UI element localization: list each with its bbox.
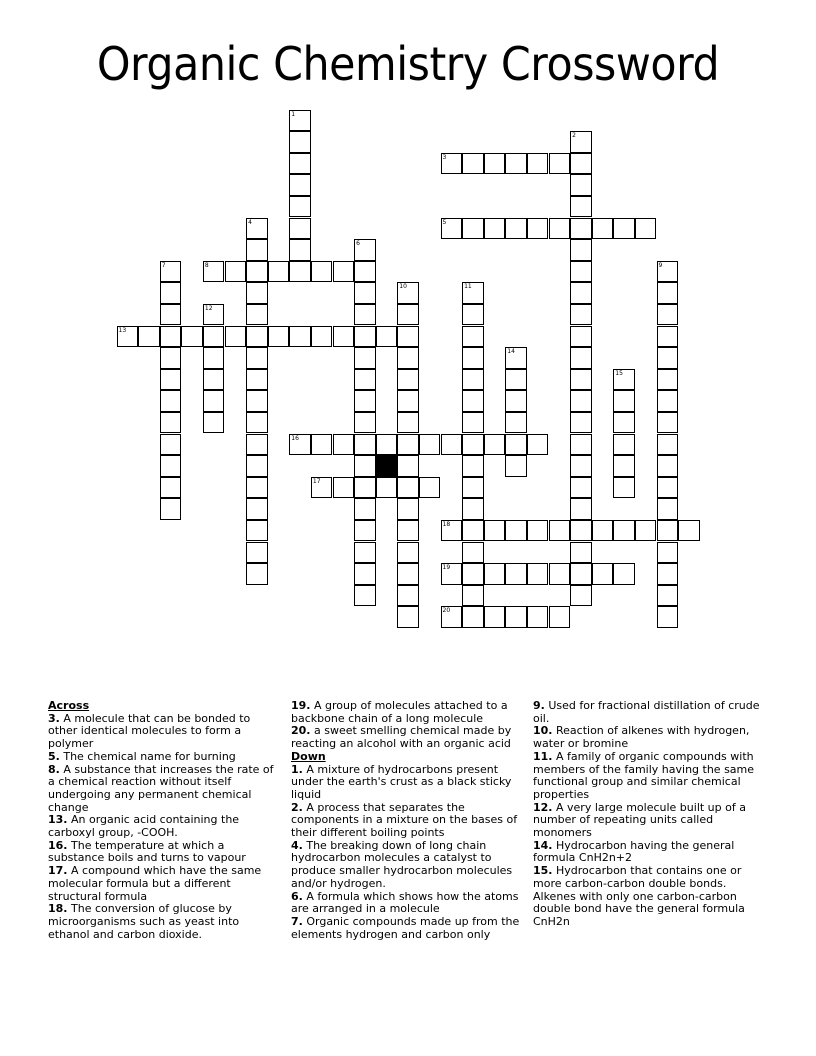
grid-cell[interactable] [333,434,355,456]
grid-cell[interactable] [505,520,527,542]
grid-cell[interactable] [657,434,679,456]
grid-cell[interactable] [441,153,463,175]
grid-cell[interactable] [160,455,182,477]
grid-cell[interactable] [657,542,679,564]
grid-cell[interactable] [354,369,376,391]
clue-down-12: 12. A very large molecule built up of a number of repeating units called monomers [533,800,746,840]
grid-cell[interactable] [354,585,376,607]
grid-cell[interactable] [505,153,527,175]
grid-cell[interactable] [354,282,376,304]
grid-cell[interactable] [160,390,182,412]
grid-cell[interactable] [462,455,484,477]
grid-cell[interactable] [354,520,376,542]
grid-cell[interactable] [397,542,419,564]
grid-cell[interactable] [462,542,484,564]
grid-cell[interactable] [333,326,355,348]
black-cell [376,455,398,477]
grid-cell[interactable] [657,369,679,391]
grid-cell[interactable] [289,239,311,261]
grid-cell[interactable] [246,542,268,564]
clue-number: 11 [464,283,472,291]
grid-cell[interactable] [657,585,679,607]
grid-cell[interactable] [462,369,484,391]
grid-cell[interactable] [397,412,419,434]
grid-cell[interactable] [613,369,635,391]
clues-column-2 [291,700,527,941]
grid-cell[interactable] [484,606,506,628]
grid-cell[interactable] [397,498,419,520]
grid-cell[interactable] [505,369,527,391]
grid-cell[interactable] [181,326,203,348]
grid-cell[interactable] [505,390,527,412]
grid-cell[interactable] [289,434,311,456]
clue-number: 19 [442,564,451,572]
down-heading: Down [291,749,326,763]
clue-down-11: 11. A family of organic compounds with members of the family having the same functional group and similar chemical properties [533,749,755,801]
grid-cell[interactable] [462,304,484,326]
grid-cell[interactable] [354,455,376,477]
clue-down-15: 15. Hydrocarbon that contains one or more carbon-carbon double bonds. Alkenes with only one carbon-carbon double bond have the general formula CnH2n [533,864,745,928]
grid-cell[interactable] [354,326,376,348]
grid-cell[interactable] [397,304,419,326]
grid-cell[interactable] [549,563,571,585]
grid-cell[interactable] [505,606,527,628]
grid-cell[interactable] [160,477,182,499]
clues-column-1 [48,700,280,941]
clue-number: 17 [312,477,321,485]
grid-cell[interactable] [592,563,614,585]
grid-cell[interactable] [354,563,376,585]
grid-cell[interactable] [484,218,506,240]
grid-cell[interactable] [203,304,225,326]
grid-cell[interactable] [397,434,419,456]
grid-cell[interactable] [505,218,527,240]
grid-cell[interactable] [268,261,290,283]
grid-cell[interactable] [354,412,376,434]
clue-down-10: 10. Reaction of alkenes with hydrogen, water or bromine [533,724,750,751]
grid-cell[interactable] [657,412,679,434]
clue-number: 14 [507,348,515,356]
grid-cell[interactable] [570,369,592,391]
grid-cell[interactable] [246,347,268,369]
grid-cell[interactable] [570,347,592,369]
grid-cell[interactable] [549,520,571,542]
grid-cell[interactable] [397,390,419,412]
grid-cell[interactable] [570,434,592,456]
grid-cell[interactable] [397,282,419,304]
grid-cell[interactable] [505,347,527,369]
grid-cell[interactable] [203,390,225,412]
clue-number: 9 [658,261,663,269]
grid-cell[interactable] [657,261,679,283]
grid-cell[interactable] [246,563,268,585]
grid-cell[interactable] [160,304,182,326]
grid-cell[interactable] [549,218,571,240]
page-title: Organic Chemistry Crossword [96,37,720,91]
grid-cell[interactable] [441,606,463,628]
grid-cell[interactable] [289,261,311,283]
grid-cell[interactable] [160,326,182,348]
clues-column-3 [533,700,769,929]
grid-cell[interactable] [354,304,376,326]
grid-cell[interactable] [246,520,268,542]
clue-number: 16 [291,434,299,442]
grid-cell[interactable] [397,477,419,499]
grid-cell[interactable] [570,563,592,585]
clue-across-20: 20. a sweet smelling chemical made by reacting an alcohol with an organic acid [291,724,512,751]
grid-cell[interactable] [441,218,463,240]
grid-cell[interactable] [570,412,592,434]
grid-cell[interactable] [657,390,679,412]
grid-cell[interactable] [462,585,484,607]
grid-cell[interactable] [203,369,225,391]
grid-cell[interactable] [505,563,527,585]
grid-cell[interactable] [570,239,592,261]
grid-cell[interactable] [203,261,225,283]
grid-cell[interactable] [657,563,679,585]
grid-cell[interactable] [570,477,592,499]
clue-across-3: 3. A molecule that can be bonded to other identical molecules to form a polymer [48,711,251,751]
grid-cell[interactable] [376,477,398,499]
grid-cell[interactable] [462,326,484,348]
grid-cell[interactable] [203,326,225,348]
grid-cell[interactable] [613,434,635,456]
clue-down-4: 4. The breaking down of long chain hydrocarbon molecules a catalyst to produce smaller hydrocarbon molecules and/or hydrogen. [291,838,513,890]
grid-cell[interactable] [117,326,139,348]
clue-number: 6 [356,240,360,248]
grid-cell[interactable] [657,498,679,520]
grid-cell[interactable] [613,412,635,434]
clue-across-13: 13. An organic acid containing the carboxyl group, -COOH. [48,813,240,840]
clue-number: 12 [204,304,213,312]
grid-cell[interactable] [613,477,635,499]
grid-cell[interactable] [311,261,333,283]
grid-cell[interactable] [462,282,484,304]
clue-down-7: 7. Organic compounds made up from the elements hydrogen and carbon only [291,914,520,941]
grid-cell[interactable] [311,326,333,348]
grid-cell[interactable] [246,218,268,240]
grid-cell[interactable] [570,218,592,240]
grid-cell[interactable] [376,326,398,348]
clue-down-9: 9. Used for fractional distillation of crude oil. [533,699,760,725]
clue-down-6: 6. A formula which shows how the atoms are arranged in a molecule [291,889,519,916]
grid-cell[interactable] [354,498,376,520]
grid-cell[interactable] [160,498,182,520]
grid-cell[interactable] [505,455,527,477]
grid-cell[interactable] [311,477,333,499]
clue-number: 5 [442,218,447,226]
clue-down-14: 14. Hydrocarbon having the general formula CnH2n+2 [533,838,735,865]
grid-cell[interactable] [592,218,614,240]
grid-cell[interactable] [354,239,376,261]
clue-across-19: 19. A group of molecules attached to a backbone chain of a long molecule [291,699,508,725]
grid-cell[interactable] [657,282,679,304]
clue-number: 4 [248,218,252,226]
grid-cell[interactable] [570,304,592,326]
grid-cell[interactable] [246,498,268,520]
grid-cell[interactable] [354,542,376,564]
clue-down-1: 1. A mixture of hydrocarbons present under the earth's crust as a black sticky liquid [291,762,512,801]
grid-cell[interactable] [246,455,268,477]
clue-number: 3 [442,153,447,161]
grid-cell[interactable] [311,434,333,456]
grid-cell[interactable] [160,434,182,456]
grid-cell[interactable] [462,412,484,434]
clue-across-8: 8. A substance that increases the rate of a chemical reaction without itself undergoing any permanent chemical change [48,762,274,814]
grid-cell[interactable] [246,477,268,499]
grid-cell[interactable] [246,434,268,456]
grid-cell[interactable] [289,110,311,132]
grid-cell[interactable] [397,347,419,369]
grid-cell[interactable] [354,434,376,456]
clue-number: 8 [204,261,209,269]
grid-cell[interactable] [505,412,527,434]
grid-cell[interactable] [246,261,268,283]
grid-cell[interactable] [441,520,463,542]
grid-cell[interactable] [549,606,571,628]
grid-cell[interactable] [289,174,311,196]
grid-cell[interactable] [289,326,311,348]
grid-cell[interactable] [289,196,311,218]
grid-cell[interactable] [570,520,592,542]
grid-cell[interactable] [462,434,484,456]
grid-cell[interactable] [657,477,679,499]
grid-cell[interactable] [462,153,484,175]
clue-across-18: 18. The conversion of glucose by microorganisms such as yeast into ethanol and carbon dioxide. [48,902,240,941]
across-heading: Across [48,699,90,712]
grid-cell[interactable] [225,261,247,283]
grid-cell[interactable] [419,477,441,499]
grid-cell[interactable] [570,542,592,564]
grid-cell[interactable] [246,369,268,391]
grid-cell[interactable] [441,563,463,585]
grid-cell[interactable] [570,326,592,348]
grid-cell[interactable] [570,585,592,607]
grid-cell[interactable] [527,606,549,628]
clue-number: 18 [442,520,451,528]
grid-cell[interactable] [419,434,441,456]
grid-cell[interactable] [657,304,679,326]
grid-cell[interactable] [397,369,419,391]
grid-cell[interactable] [397,455,419,477]
grid-cell[interactable] [613,218,635,240]
grid-cell[interactable] [613,520,635,542]
grid-cell[interactable] [657,347,679,369]
grid-cell[interactable] [289,153,311,175]
grid-cell[interactable] [397,585,419,607]
grid-cell[interactable] [505,434,527,456]
grid-cell[interactable] [246,282,268,304]
grid-cell[interactable] [527,520,549,542]
grid-cell[interactable] [397,326,419,348]
grid-cell[interactable] [570,390,592,412]
clue-across-16: 16. The temperature at which a substance boils and turns to vapour [48,838,246,865]
grid-cell[interactable] [225,326,247,348]
grid-cell[interactable] [376,434,398,456]
grid-cell[interactable] [657,520,679,542]
grid-cell[interactable] [246,412,268,434]
grid-cell[interactable] [160,412,182,434]
clue-number: 2 [572,132,576,140]
grid-cell[interactable] [613,455,635,477]
grid-cell[interactable] [527,563,549,585]
grid-cell[interactable] [203,347,225,369]
grid-cell[interactable] [397,563,419,585]
grid-cell[interactable] [527,434,549,456]
grid-cell[interactable] [484,563,506,585]
grid-cell[interactable] [160,347,182,369]
grid-cell[interactable] [333,261,355,283]
grid-cell[interactable] [613,390,635,412]
grid-cell[interactable] [397,606,419,628]
clue-number: 20 [442,607,451,615]
grid-cell[interactable] [570,153,592,175]
grid-cell[interactable] [268,326,290,348]
clue-number: 15 [615,369,623,377]
grid-cell[interactable] [333,477,355,499]
grid-cell[interactable] [570,131,592,153]
grid-cell[interactable] [289,218,311,240]
grid-cell[interactable] [354,390,376,412]
grid-cell[interactable] [354,477,376,499]
grid-cell[interactable] [484,434,506,456]
grid-cell[interactable] [570,261,592,283]
clue-number: 7 [161,261,166,269]
grid-cell[interactable] [397,520,419,542]
clue-number: 1 [291,110,296,118]
grid-cell[interactable] [484,153,506,175]
clue-across-17: 17. A compound which have the same molecular formula but a different structural formula [48,864,262,903]
grid-cell[interactable] [635,218,657,240]
grid-cell[interactable] [246,304,268,326]
grid-cell[interactable] [462,390,484,412]
grid-cell[interactable] [570,174,592,196]
clue-down-2: 2. A process that separates the components in a mixture on the bases of their different boiling points [291,800,518,840]
clue-across-5: 5. The chemical name for burning [48,749,236,763]
clue-number: 13 [118,326,127,334]
grid-cell[interactable] [549,153,571,175]
grid-cell[interactable] [462,477,484,499]
grid-cell[interactable] [289,131,311,153]
grid-cell[interactable] [246,239,268,261]
grid-cell[interactable] [462,498,484,520]
grid-cell[interactable] [160,369,182,391]
grid-cell[interactable] [635,520,657,542]
grid-cell[interactable] [462,347,484,369]
grid-cell[interactable] [462,606,484,628]
grid-cell[interactable] [657,455,679,477]
grid-cell[interactable] [203,412,225,434]
grid-cell[interactable] [441,434,463,456]
grid-cell[interactable] [484,520,506,542]
grid-cell[interactable] [570,498,592,520]
grid-cell[interactable] [462,520,484,542]
grid-cell[interactable] [246,326,268,348]
clue-number: 10 [399,283,407,291]
grid-cell[interactable] [570,455,592,477]
grid-cell[interactable] [570,282,592,304]
grid-cell[interactable] [246,390,268,412]
grid-cell[interactable] [527,218,549,240]
grid-cell[interactable] [592,520,614,542]
grid-cell[interactable] [160,282,182,304]
grid-cell[interactable] [354,261,376,283]
grid-cell[interactable] [354,347,376,369]
grid-cell[interactable] [462,563,484,585]
grid-cell[interactable] [462,218,484,240]
grid-cell[interactable] [527,153,549,175]
grid-cell[interactable] [657,326,679,348]
grid-cell[interactable] [160,261,182,283]
grid-cell[interactable] [678,520,700,542]
grid-cell[interactable] [570,196,592,218]
grid-cell[interactable] [657,606,679,628]
grid-cell[interactable] [138,326,160,348]
grid-cell[interactable] [613,563,635,585]
